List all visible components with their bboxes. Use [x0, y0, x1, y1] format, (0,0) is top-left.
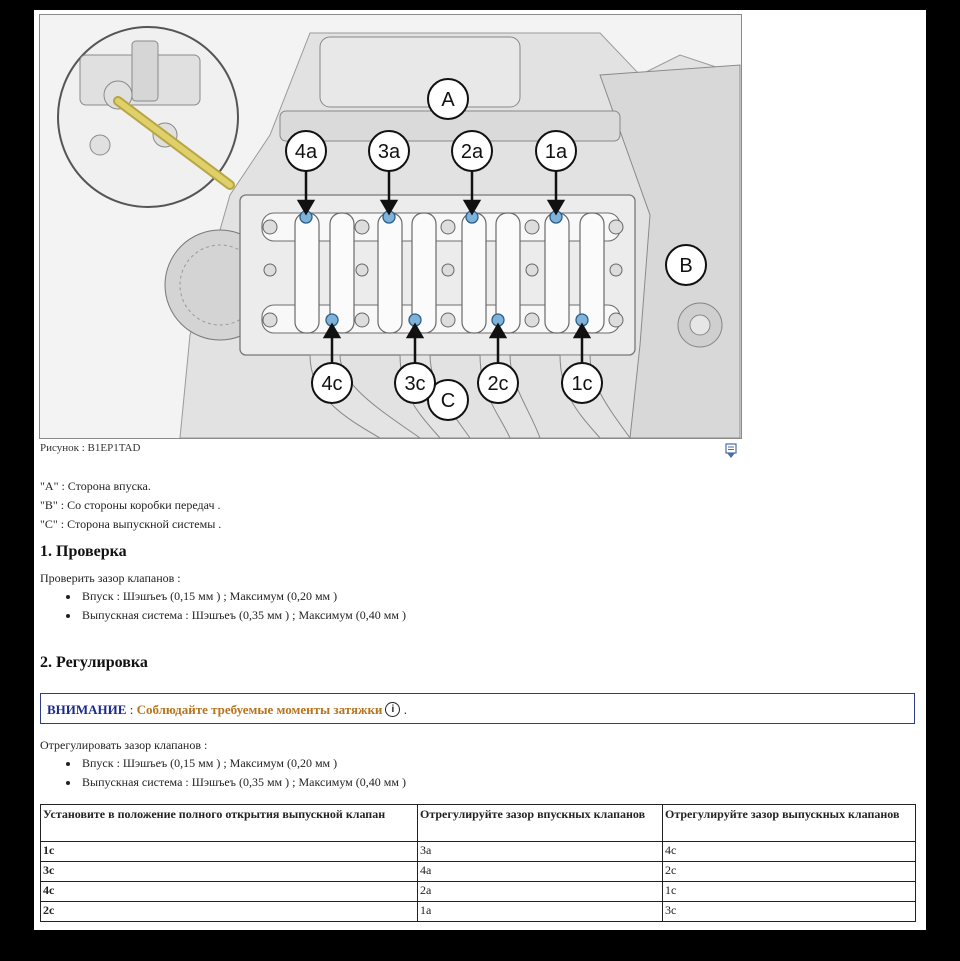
table-cell: 2a [418, 882, 663, 902]
adjust-exhaust-item: • Выпускная система : Шэшъеъ (0,35 мм ) ; Максимум (0,40 мм ) [80, 773, 406, 792]
adjust-intake-item: • Впуск : Шэшъеъ (0,15 мм ) ; Максимум (0,20 мм ) [80, 754, 406, 773]
table-cell: 4c [41, 882, 418, 902]
label-A: A [441, 89, 455, 111]
label-1c: 1c [571, 373, 593, 395]
label-4c: 4c [321, 373, 343, 395]
table-row [41, 862, 916, 882]
info-icon[interactable]: i [385, 702, 400, 717]
warning-label: ВНИМАНИЕ [47, 702, 127, 717]
label-2a: 2a [460, 141, 484, 163]
label-C: C [440, 390, 456, 412]
figure-legend [40, 477, 221, 534]
table-header-cell: Отрегулируйте зазор впускных клапанов [418, 805, 663, 842]
legend-item-c: "C" : Сторона выпускной системы . [40, 517, 222, 531]
engine-valve-figure [39, 14, 742, 439]
warning-end: . [400, 702, 407, 717]
table-cell: 1c [41, 842, 418, 862]
table-header-row [41, 805, 916, 842]
check-intake-item: • Впуск : Шэшъеъ (0,15 мм ) ; Максимум (0,20 мм ) [80, 587, 406, 606]
section-adjust-title: 2. Регулировка [40, 654, 148, 671]
check-list [64, 587, 406, 625]
section-check-title: 1. Проверка [40, 543, 127, 560]
table-cell: 3a [418, 842, 663, 862]
table-cell: 1c [663, 882, 916, 902]
warning-separator: : [126, 702, 137, 717]
table-cell: 1a [418, 902, 663, 922]
table-header-cell: Отрегулируйте зазор выпускных клапанов [663, 805, 916, 842]
figure-caption: Рисунок : B1EP1TAD [40, 442, 141, 454]
table-cell: 4c [663, 842, 916, 862]
legend-item-b: "B" : Со стороны коробки передач . [40, 498, 221, 512]
warning-box [40, 693, 915, 724]
table-row [41, 902, 916, 922]
table-header-cell: Установите в положение полного открытия выпускной клапан [41, 805, 418, 842]
adjust-list [64, 754, 406, 792]
label-3a: 3a [377, 141, 401, 163]
table-cell: 2c [41, 902, 418, 922]
label-1a: 1a [544, 141, 568, 163]
label-4a: 4a [294, 141, 318, 163]
check-exhaust-item: • Выпускная система : Шэшъеъ (0,35 мм ) ; Максимум (0,40 мм ) [80, 606, 406, 625]
check-intro: Проверить зазор клапанов : [40, 571, 181, 585]
table-row [41, 842, 916, 862]
table-cell: 2c [663, 862, 916, 882]
table-cell: 3c [663, 902, 916, 922]
warning-text[interactable]: Соблюдайте требуемые моменты затяжки [136, 702, 383, 717]
legend-item-a: "A" : Сторона впуска. [40, 479, 151, 493]
table-cell: 4a [418, 862, 663, 882]
table-row [41, 882, 916, 902]
document-sheet [34, 10, 926, 930]
label-2c: 2c [487, 373, 509, 395]
adjust-intro: Отрегулировать зазор клапанов : [40, 738, 208, 752]
label-3c: 3c [404, 373, 426, 395]
table-cell: 3c [41, 862, 418, 882]
engine-drawing [40, 15, 741, 438]
valve-clearance-table [40, 804, 916, 922]
print-icon[interactable] [724, 443, 738, 464]
label-B: B [679, 255, 693, 277]
